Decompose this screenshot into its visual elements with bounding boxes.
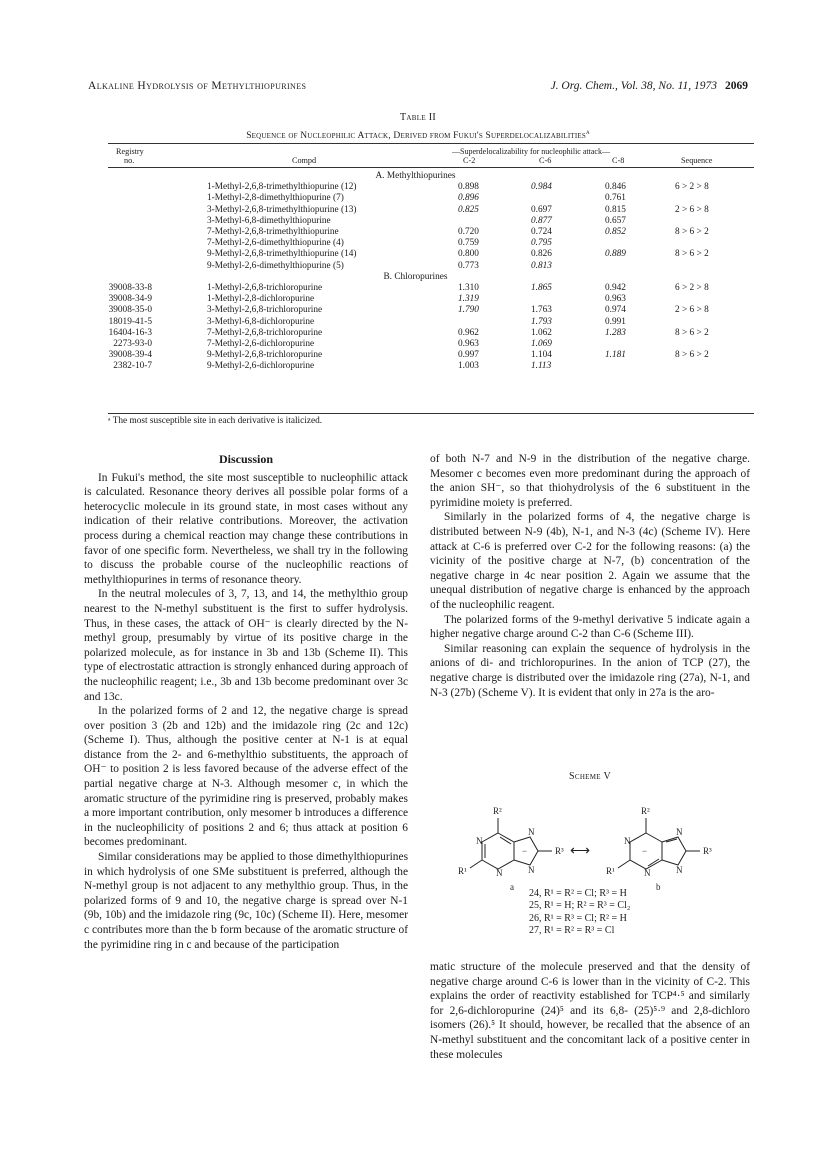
table-cell-c6: 1.763 xyxy=(531,305,552,316)
table-cell-c8: 1.181 xyxy=(605,350,626,361)
page-number: 2069 xyxy=(725,80,748,92)
table-header-rule xyxy=(108,167,754,168)
n1-label: N xyxy=(476,836,483,846)
scheme-title: Scheme V xyxy=(568,771,611,782)
table-cell-seq: 6 > 2 > 8 xyxy=(675,182,709,193)
r1-bond xyxy=(618,860,630,868)
table-cell-c2: 0.997 xyxy=(458,350,479,361)
n3-label: N xyxy=(644,868,651,878)
n9-label: N xyxy=(528,865,535,875)
table-cell-reg: 2273-93-0 xyxy=(113,339,152,349)
paragraph: In the polarized forms of 2 and 12, the negative charge is spread over position 3 (2b and 12b) and the imidazole ring (2c and 12c) (Scheme I). Thus, although the positive center at N-1 is at equal distance from the 2- and 6-methylthio substituents, the approach of OH⁻ to position 2 is less favored because of the adverse effect of the partial negative charge at N-3. Although mesomer c, in which the aromatic structure of the pyrimidine ring is preserved, probably makes a more important contribution, only mesomer b introduces a difference in the nucleophilicity of positions 2 and 6; thus attack at position 6 becomes predominant. xyxy=(84,705,408,849)
compound-24: 24, R¹ = R² = Cl; R³ = H xyxy=(529,888,627,899)
table-cell-seq: 2 > 6 > 8 xyxy=(675,204,709,215)
table-cell-c2: 0.720 xyxy=(458,227,479,237)
table-cell-c6: 0.795 xyxy=(531,238,552,249)
compound-26: 26, R¹ = R³ = Cl; R² = H xyxy=(529,912,627,924)
table-cell-compd: 1-Methyl-2,6,8-trimethylthiopurine (12) xyxy=(207,182,357,193)
table-cell-c8: 0.846 xyxy=(605,182,626,193)
resonance-arrow: ⟷ xyxy=(570,844,591,859)
right-column-top xyxy=(430,452,750,700)
table-cell-compd: 9-Methyl-2,6-dichloropurine xyxy=(207,361,315,372)
table-cell-seq: 2 > 6 > 8 xyxy=(675,305,709,316)
table-cell-compd: 1-Methyl-2,8-dimethylthiopurine (7) xyxy=(207,193,344,204)
table-cell-compd: 9-Methyl-2,6,8-trichloropurine xyxy=(207,350,323,361)
r1-label: R¹ xyxy=(606,866,615,876)
table-cell-seq: 6 > 2 > 8 xyxy=(675,283,709,293)
table-title-footnote-mark: a xyxy=(585,128,590,136)
table-title xyxy=(88,128,748,141)
table-section-heading: A. Methylthiopurines xyxy=(375,171,456,181)
mesomer-a-label: a xyxy=(510,882,514,892)
r3-label: R³ xyxy=(703,846,712,856)
header-registry-no: no. xyxy=(124,156,135,165)
mesomer-a-labels xyxy=(458,806,564,892)
table-cell-c2: 1.319 xyxy=(458,294,479,305)
left-column xyxy=(84,452,408,952)
r3-label: R³ xyxy=(555,846,564,856)
r1-bond xyxy=(470,860,482,868)
table-cell-c6: 0.877 xyxy=(531,215,552,226)
n7-label: N xyxy=(676,827,683,837)
table-cell-seq: 8 > 6 > 2 xyxy=(675,327,709,338)
table-cell-c2: 0.962 xyxy=(458,327,479,338)
table-cell-c2: 0.759 xyxy=(458,238,479,249)
table-cell-c8: 0.991 xyxy=(605,316,626,327)
table-cell-c2: 1.790 xyxy=(458,305,479,316)
paragraph: Similar considerations may be applied to those dimethylthiopurines in which hydrolysis of one SMe substituent is preferred, although the N-methyl group is not adjacent to any methylthio group. Thus, in the polarized forms of 9 and 10, the negative charge is spread over N-1 (9b, 10b) and the imidazole ring (9c, 10c) (Scheme II). Here, mesomer c contributes more than the b form because of the aromatic structure of the pyrimidine ring in c and because of the participation xyxy=(84,851,408,951)
paragraph: In the neutral molecules of 3, 7, 13, and 14, the methylthio group nearest to the N-methyl substituent is the first to suffer hydrolysis. Thus, in these cases, the attack of OH⁻ is clearly directed by the N-methyl group, presumably by virtue of its positive charge in the polarized molecule, as for instance in 3b and 13b (Scheme II). This type of electrostatic attraction is strongly enhanced during approach of the nucleophilic reagent; i.e., 3b and 13b become predominant over 3c and 13c. xyxy=(84,588,408,703)
journal-citation: J. Org. Chem., Vol. 38, No. 11, 1973 xyxy=(550,80,717,92)
section-heading: Discussion xyxy=(218,452,274,466)
table-cell-c8: 0.942 xyxy=(605,283,626,293)
table-bottom-rule xyxy=(108,413,754,414)
r2-label: R² xyxy=(493,806,502,816)
table-cell-c2: 0.896 xyxy=(458,193,479,204)
table-label: Table II xyxy=(400,112,436,123)
table-cell-c6: 1.113 xyxy=(531,361,552,372)
table-cell-c6: 0.984 xyxy=(531,182,552,193)
table-cell-c2: 0.800 xyxy=(458,249,479,260)
table-cell-c8: 0.761 xyxy=(605,193,626,204)
table-cell-compd: 7-Methyl-2,6-dichloropurine xyxy=(207,339,315,349)
table-cell-compd: 7-Methyl-2,6-dimethylthiopurine (4) xyxy=(207,238,344,249)
paragraph: The polarized forms of the 9-methyl derivative 5 indicate again a higher negative charge around C-2 than C-6 (Scheme III). xyxy=(430,613,750,641)
table-cell-c6: 1.062 xyxy=(531,327,552,338)
paragraph: matic structure of the molecule preserved and that the density of negative charge around C-6 is lower than in the vicinity of C-2. This explains the order of reactivity established for TCP⁴·⁵ and similarly for 2,6-dichloropurine (24)⁵ and its 6,8- (25)⁵·⁹ and 2,8-dichloro isomers (26).⁵ It should, however, be recalled that the absence of an N-methyl substituent and the concomitant lack of a positive center in these molecules xyxy=(430,961,750,1061)
compound-25: 25, R¹ = H; R² = R³ = Cl₂ xyxy=(529,900,631,912)
r1-label: R¹ xyxy=(458,866,467,876)
paragraph: Similar reasoning can explain the sequence of hydrolysis in the anions of di- and trichloropurines. In the anion of TCP (27), the negative charge is distributed over the imidazole ring (27a), N-1, and N-3 (27b) (Scheme V). It is evident that only in 27a is the aro- xyxy=(430,642,750,699)
table-cell-c6: 1.104 xyxy=(531,350,552,361)
table-cell-c6: 0.697 xyxy=(531,204,552,215)
table-cell-c6: 0.724 xyxy=(531,227,552,237)
n1-label: N xyxy=(624,836,631,846)
table-cell-c2: 0.773 xyxy=(458,260,479,271)
table-cell-compd: 9-Methyl-2,6,8-trimethylthiopurine (14) xyxy=(207,249,357,260)
table-section-heading: B. Chloropurines xyxy=(383,271,448,282)
running-head-title: Alkaline Hydrolysis of Methylthiopurines xyxy=(88,80,307,92)
table-cell-reg: 39008-35-0 xyxy=(108,305,152,316)
running-head xyxy=(88,80,748,96)
table-cell-c8: 0.889 xyxy=(605,249,626,260)
table-cell-c2: 1.310 xyxy=(458,283,479,293)
table-footnote: ᵃ The most susceptible site in each derivative is italicized. xyxy=(108,416,323,426)
header-c2: C-2 xyxy=(463,156,476,165)
table-title-text: Sequence of Nucleophilic Attack, Derived from Fukui's Superdelocalizabilities xyxy=(246,131,586,142)
table-cell-reg: 18019-41-5 xyxy=(108,316,152,327)
table-cell-c8: 0.657 xyxy=(605,215,626,226)
header-registry: Registry xyxy=(116,147,144,156)
table-cell-reg: 39008-39-4 xyxy=(108,350,152,361)
table-cell-c6: 1.793 xyxy=(531,316,552,327)
table-cell-compd: 3-Methyl-6,8-dimethylthiopurine xyxy=(207,215,331,226)
table-cell-c8: 0.974 xyxy=(605,305,626,316)
header-sequence: Sequence xyxy=(681,156,713,165)
paragraph: Similarly in the polarized forms of 4, the negative charge is distributed between N-9 (4b), N-1, and N-3 (4c) (Scheme IV). Here attack at C-6 is preferred over C-2 for the following reasons: (a) the vicinity of the positive charge at N-7, (b) concentration of the negative charge in 4c near position 2. Again we assume that the unequal distribution of negative charge is enhanced by the approach of the nucleophilic reagent. xyxy=(430,511,750,611)
table-cell-c8: 1.283 xyxy=(605,327,626,338)
table-cell-reg: 39008-33-8 xyxy=(108,283,152,293)
table-cell-reg: 39008-34-9 xyxy=(108,294,152,305)
table-cell-c6: 1.069 xyxy=(531,339,552,349)
r2-label: R² xyxy=(641,806,650,816)
table-cell-c2: 0.898 xyxy=(458,182,479,193)
header-superdelocalizability: —Superdelocalizability for nucleophilic attack— xyxy=(452,147,610,156)
table-cell-c8: 0.852 xyxy=(605,227,626,237)
minus-charge: − xyxy=(522,846,528,856)
table-cell-seq: 8 > 6 > 2 xyxy=(675,350,709,361)
table-cell-compd: 7-Methyl-2,6,8-trimethylthiopurine xyxy=(207,227,339,237)
minus-charge: − xyxy=(642,846,648,856)
table-cell-compd: 1-Methyl-2,6,8-trichloropurine xyxy=(207,283,323,293)
table-cell-c8: 0.963 xyxy=(605,294,626,305)
header-compd: Compd xyxy=(292,156,317,165)
n3-label: N xyxy=(496,868,503,878)
table-cell-c6: 0.826 xyxy=(531,249,552,260)
n9-label: N xyxy=(676,865,683,875)
table-cell-c8: 0.815 xyxy=(605,204,626,215)
table-cell-reg: 16404-16-3 xyxy=(108,327,152,338)
table-cell-compd: 3-Methyl-6,8-dichloropurine xyxy=(207,316,315,327)
table-cell-seq: 8 > 6 > 2 xyxy=(675,249,709,260)
table-cell-compd: 1-Methyl-2,8-dichloropurine xyxy=(207,294,315,305)
imidazole-ring-b xyxy=(662,837,686,865)
table-top-rule xyxy=(108,143,754,144)
table-cell-c2: 0.825 xyxy=(458,204,479,215)
paragraph: In Fukui's method, the site most susceptible to nucleophilic attack is calculated. Resonance theory derives all possible polar forms of a heterocyclic molecule in its ground state, in most cases without any indication of their relative contributions. Moreover, the activation process during a chemical reaction may change these contributions in favor of one specific form. Nevertheless, we shall try in the following to discuss the probable course of the nucleophilic reactions of methylthiopurines in terms of resonance theory. xyxy=(84,471,408,586)
n7-label: N xyxy=(528,827,535,837)
scheme-compound-list xyxy=(529,888,630,938)
mesomer-b-labels xyxy=(606,806,712,892)
header-c8: C-8 xyxy=(612,156,625,165)
paragraph: of both N-7 and N-9 in the distribution of the negative charge. Mesomer c becomes even more predominant during the approach of the anion SH⁻, so that thiohydrolysis of the 6 substituent in the pyrimidine moiety is preferred. xyxy=(430,453,750,509)
double-bond xyxy=(500,837,511,844)
table-cell-c6: 0.813 xyxy=(531,260,552,271)
running-head-citation xyxy=(551,80,748,92)
table-cell-seq: 8 > 6 > 2 xyxy=(675,227,709,237)
table-cell-reg: 2382-10-7 xyxy=(113,361,152,372)
compound-27: 27, R¹ = R² = R³ = Cl xyxy=(529,925,615,937)
mesomer-b-label: b xyxy=(656,882,661,892)
pyrimidine-ring-a xyxy=(482,833,514,869)
right-column-bottom xyxy=(430,960,750,1062)
table-cell-compd: 9-Methyl-2,6-dimethylthiopurine (5) xyxy=(207,260,344,271)
table-cell-compd: 3-Methyl-2,6,8-trimethylthiopurine (13) xyxy=(207,204,357,215)
table-cell-compd: 3-Methyl-2,6,8-trichloropurine xyxy=(207,305,323,316)
table-cell-compd: 7-Methyl-2,6,8-trichloropurine xyxy=(207,327,323,338)
table-cell-c2: 0.963 xyxy=(458,339,479,349)
header-c6: C-6 xyxy=(539,156,552,165)
table-cell-c2: 1.003 xyxy=(458,361,479,372)
table-cell-c6: 1.865 xyxy=(531,283,552,293)
